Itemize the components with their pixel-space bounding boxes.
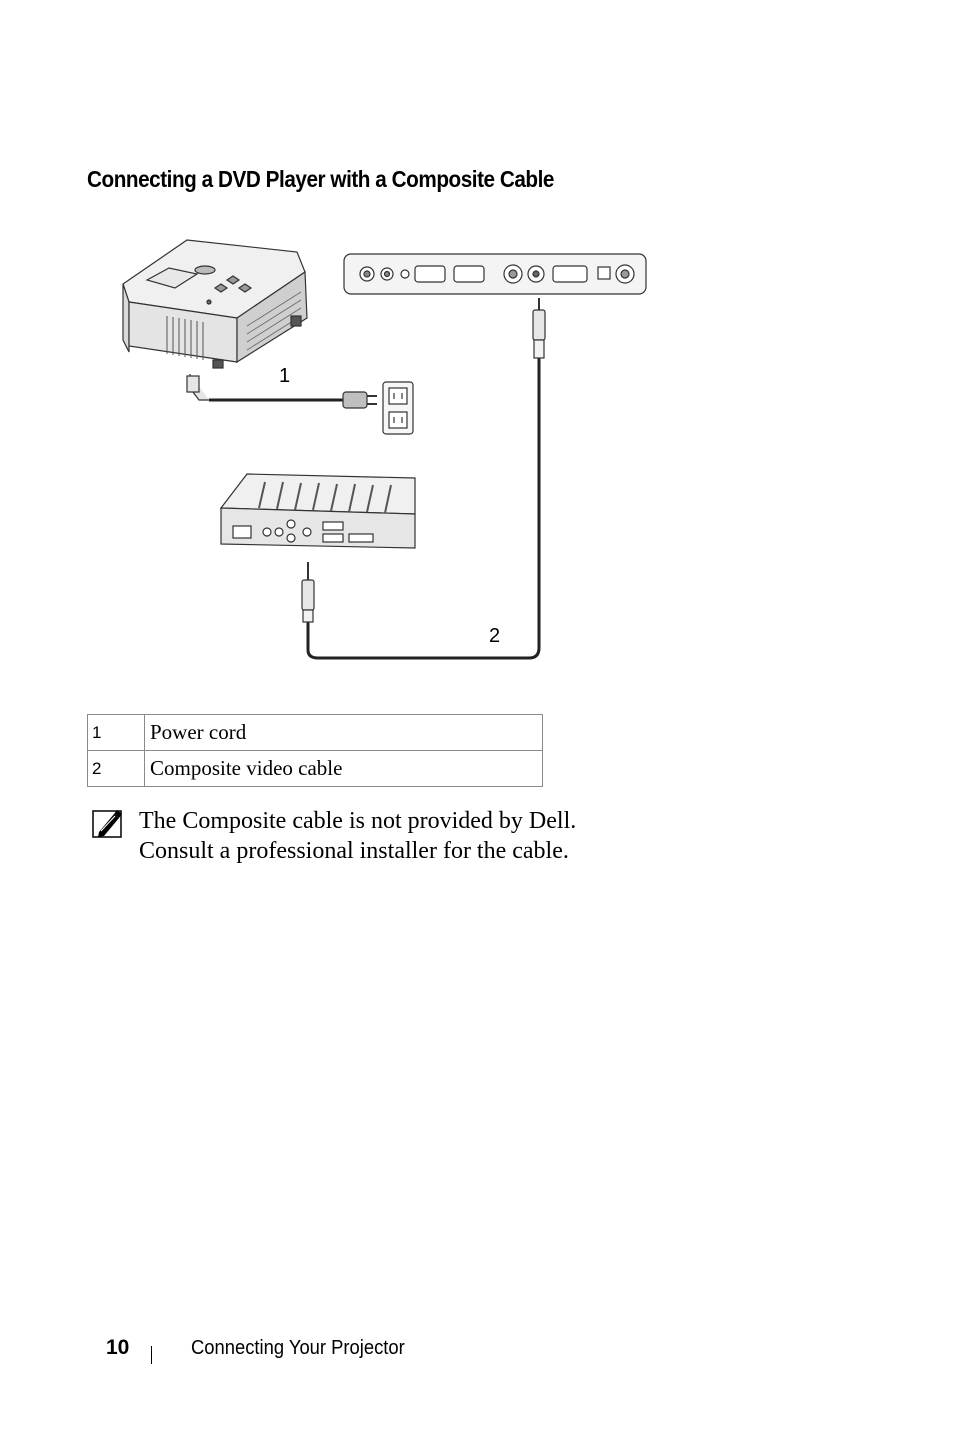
projector-connector-panel xyxy=(344,254,646,294)
legend-description: Power cord xyxy=(145,715,543,751)
table-row xyxy=(88,715,543,751)
footer-separator xyxy=(151,1346,152,1364)
callout-2: 2 xyxy=(489,625,501,647)
projector-illustration xyxy=(123,240,307,368)
connection-diagram xyxy=(87,222,687,672)
legend-table xyxy=(87,714,543,787)
dvd-player-illustration xyxy=(221,474,415,548)
legend-description: Composite video cable xyxy=(145,751,543,787)
page-footer xyxy=(0,1336,954,1368)
note-pencil-icon xyxy=(92,808,124,840)
legend-number: 2 xyxy=(88,751,145,787)
callout-1: 1 xyxy=(279,365,291,387)
table-row xyxy=(88,751,543,787)
page-title: Connecting a DVD Player with a Composite Cable xyxy=(87,166,555,192)
wall-outlet-illustration xyxy=(383,382,413,434)
legend-number: 1 xyxy=(88,715,145,751)
diagram-svg xyxy=(87,222,687,672)
note-text: The Composite cable is not provided by Dell. Consult a professional installer for the cable. xyxy=(139,808,577,864)
footer-chapter-title: Connecting Your Projector xyxy=(191,1337,405,1359)
page-number: 10 xyxy=(106,1336,130,1359)
